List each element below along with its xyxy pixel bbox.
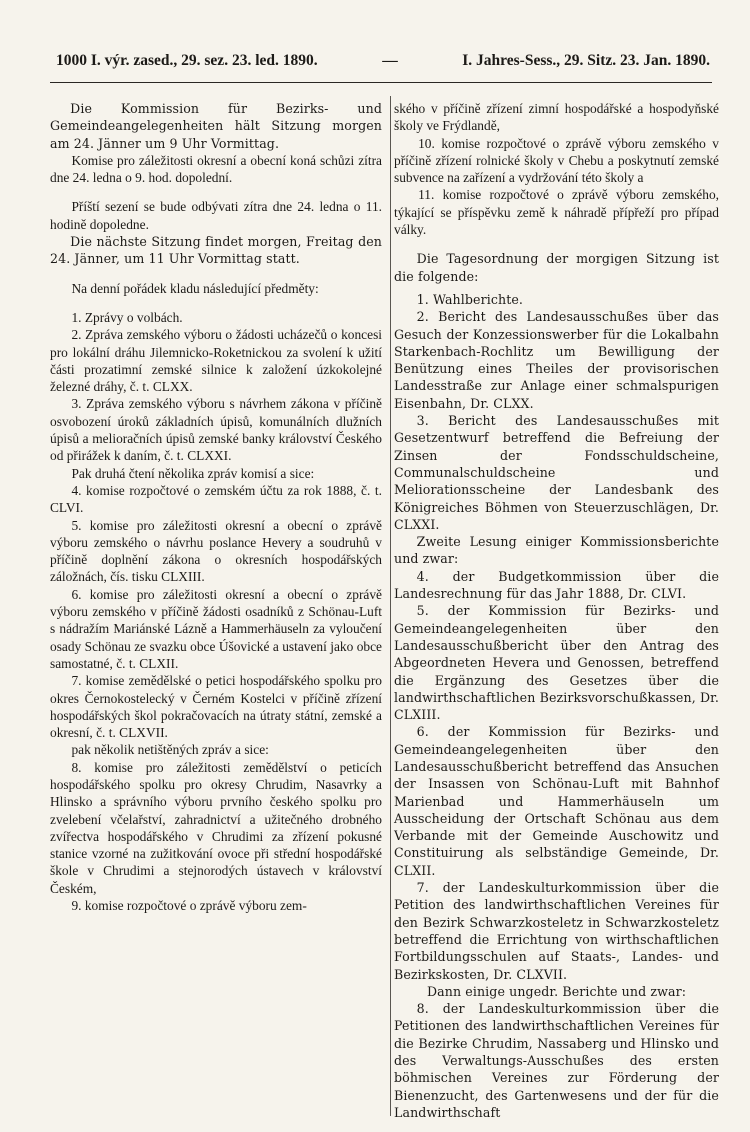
running-header <box>56 52 710 70</box>
list-item: 7. komise zemědělské o petici hospodářského spolku pro okres Černokostelecký v Černém Kostelci v příčině zřízení hospodářských škol pokračovacích na útraty státní, zemské a okresní, č. t. CLXVII. <box>50 673 382 741</box>
list-item: 7. der Landeskulturkommission über die Petition des landwirthschaftlichen Vereines für den Bezirk Schwarzkosteletz in Schwarzkosteletz betreffend die Errichtung von wirthschaftlichen Fortbildungsschulen auf Staats-, Landes- und Bezirkskosten, Dr. CLXVII. <box>394 880 719 982</box>
list-item: 1. Wahlberichte. <box>416 291 524 307</box>
list-item: 4. der Budgetkommission über die Landesrechnung für das Jahr 1888, Dr. CLVI. <box>394 568 719 602</box>
paragraph: Na denní pořádek kladu následující předměty: <box>71 280 319 296</box>
column-divider <box>390 96 391 1116</box>
list-item: 3. Zpráva zemského výboru s návrhem zákona v příčině osvobození úroků základních úpisů, komunálních dlužních úpisů a melioračních úpisů zemské banky království Českého od přirážek k daním, č. t. CLXXI. <box>50 396 382 464</box>
list-item: 10. komise rozpočtové o zprávě výboru zemského v příčině zřízení rolnické školy v Chebu a poskytnutí zemské subvence na zařízení a vydržování této školy a <box>394 135 719 186</box>
paragraph: Komise pro záležitosti okresní a obecní koná schůzi zítra dne 24. ledna o 9. hod. dopolední. <box>50 152 382 186</box>
paragraph: Die Kommission für Bezirks- und Gemeindeangelegenheiten hält Sitzung morgen am 24. Jänner um 9 Uhr Vormittag. <box>50 101 382 151</box>
left-column <box>50 100 382 914</box>
list-item: 9. komise rozpočtové o zprávě výboru zem- <box>71 898 307 914</box>
list-item: 2. Bericht des Landesausschußes über das Gesuch der Konzessionswerber für die Lokalbahn Starkenbach-Rochlitz um Bewilligung der Benützung eines Theiles der provisorischen Landesstraße zur Anlage einer schmalspurigen Eisenbahn, Dr. CLXX. <box>394 309 719 411</box>
list-item: 3. Bericht des Landesausschußes mit Gesetzentwurf betreffend die Befreiung der Zinsen der Fondsschuldscheine, Communalschuldscheine und Meliorationsscheine der Landesbank des Königreiches Böhmen von Steuerzuschlägen, Dr. CLXXI. <box>394 413 719 532</box>
header-czech: 1000 I. výr. zased., 29. sez. 23. led. 1890. <box>56 52 318 69</box>
paragraph: ského v příčině zřízení zimní hospodářské a hospodyňské školy ve Frýdlandě, <box>394 101 719 134</box>
paragraph: pak několik netištěných zpráv a sice: <box>71 742 269 758</box>
list-item: 4. komise rozpočtové o zemském účtu za rok 1888, č. t. CLVI. <box>50 482 382 516</box>
paragraph: Die Tagesordnung der morgigen Sitzung ist die folgende: <box>394 251 719 284</box>
list-item: 2. Zpráva zemského výboru o žádosti ucházečů o koncesi pro lokální dráhu Jilemnicko-Roketnickou za svolení k užití části prozatimní zemské silnice k založení úzkokolejné železné dráhy, č. t. CLXX. <box>50 327 382 395</box>
paragraph: Dann einige ungedr. Berichte und zwar: <box>426 983 687 999</box>
paragraph: Příští sezení se bude odbývati zítra dne 24. ledna o 11. hodině dopoledne. <box>50 199 382 232</box>
list-item: 6. der Kommission für Bezirks- und Gemeindeangelegenheiten über den Landesausschußbericht betreffend das Ansuchen der Insassen von Schönau-Luft mit Bahnhof Marienbad und Hammerhäuseln um Ausscheidung der Ortschaft Schönau aus dem Verbande mit der Gemeinde Auschowitz und Constituirung als selbständige Gemeinde, Dr. CLXII. <box>394 724 719 878</box>
list-item: 5. komise pro záležitosti okresní a obecní o zprávě výboru zemského o návrhu poslance Hevery a soudruhů v příčině doplnění zákona o okresních hospodářských záložnách, čís. tisku CLXIII. <box>50 517 382 585</box>
list-item: 8. der Landeskulturkommission über die Petitionen des landwirthschaftlichen Vereines für die Bezirke Chrudim, Nassaberg und Hlinsko und des Verwaltungs-Ausschußes des ersten böhmischen Vereines zur Förderung der Bienenzucht, des Gartenwesens und der für die Landwirthschaft <box>394 1001 719 1120</box>
list-item: 8. komise pro záležitosti zemědělství o peticích hospodářského spolku pro okresy Chrudim, Nasavrky a Hlinsko a správního výboru prvního českého spolku pro zvelebení včelařství, zahradnictví a užitečného drobného zvířectva hospodářského v Chrudimi za zřízení pokusné stanice vzorné na zužitkování ovoce při střední hospodářské škole v Chrudimi a stejnorodých ústavech v království Českém, <box>50 759 382 896</box>
right-column <box>394 100 719 1121</box>
paragraph: Zweite Lesung einiger Kommissionsberichte und zwar: <box>394 534 719 567</box>
list-item: 6. komise pro záležitosti okresní a obecní o zprávě výboru zemského v příčině žádosti osadníků z Schönau-Luft s nádražím Mariánské Lázně a Hammerhäuseln za vyloučení osady Schönau ze svazku obce Úšovické a ustavení jako obce samostatné, č. t. CLXII. <box>50 586 382 671</box>
list-item: 5. der Kommission für Bezirks- und Gemeindeangelegenheiten über den Landesausschußbericht über den Antrag des Abgeordneten Hevera und Genossen, betreffend die Ergänzung des Gesetzes über die landwirthschaftlichen Bezirksvorschußkassen, Dr. CLXIII. <box>394 603 719 723</box>
header-rule <box>50 82 712 83</box>
list-item: 11. komise rozpočtové o zprávě výboru zemského, týkající se příspěvku země k náhradě přípřeží pro případ války. <box>394 187 719 238</box>
header-german: I. Jahres-Sess., 29. Sitz. 23. Jan. 1890. <box>462 52 710 69</box>
header-separator: — <box>382 52 398 69</box>
list-item: 1. Zprávy o volbách. <box>71 309 183 325</box>
paragraph: Die nächste Sitzung findet morgen, Freitag den 24. Jänner, um 11 Uhr Vormittag statt. <box>50 234 382 267</box>
paragraph: Pak druhá čtení několika zpráv komisí a sice: <box>71 465 315 481</box>
